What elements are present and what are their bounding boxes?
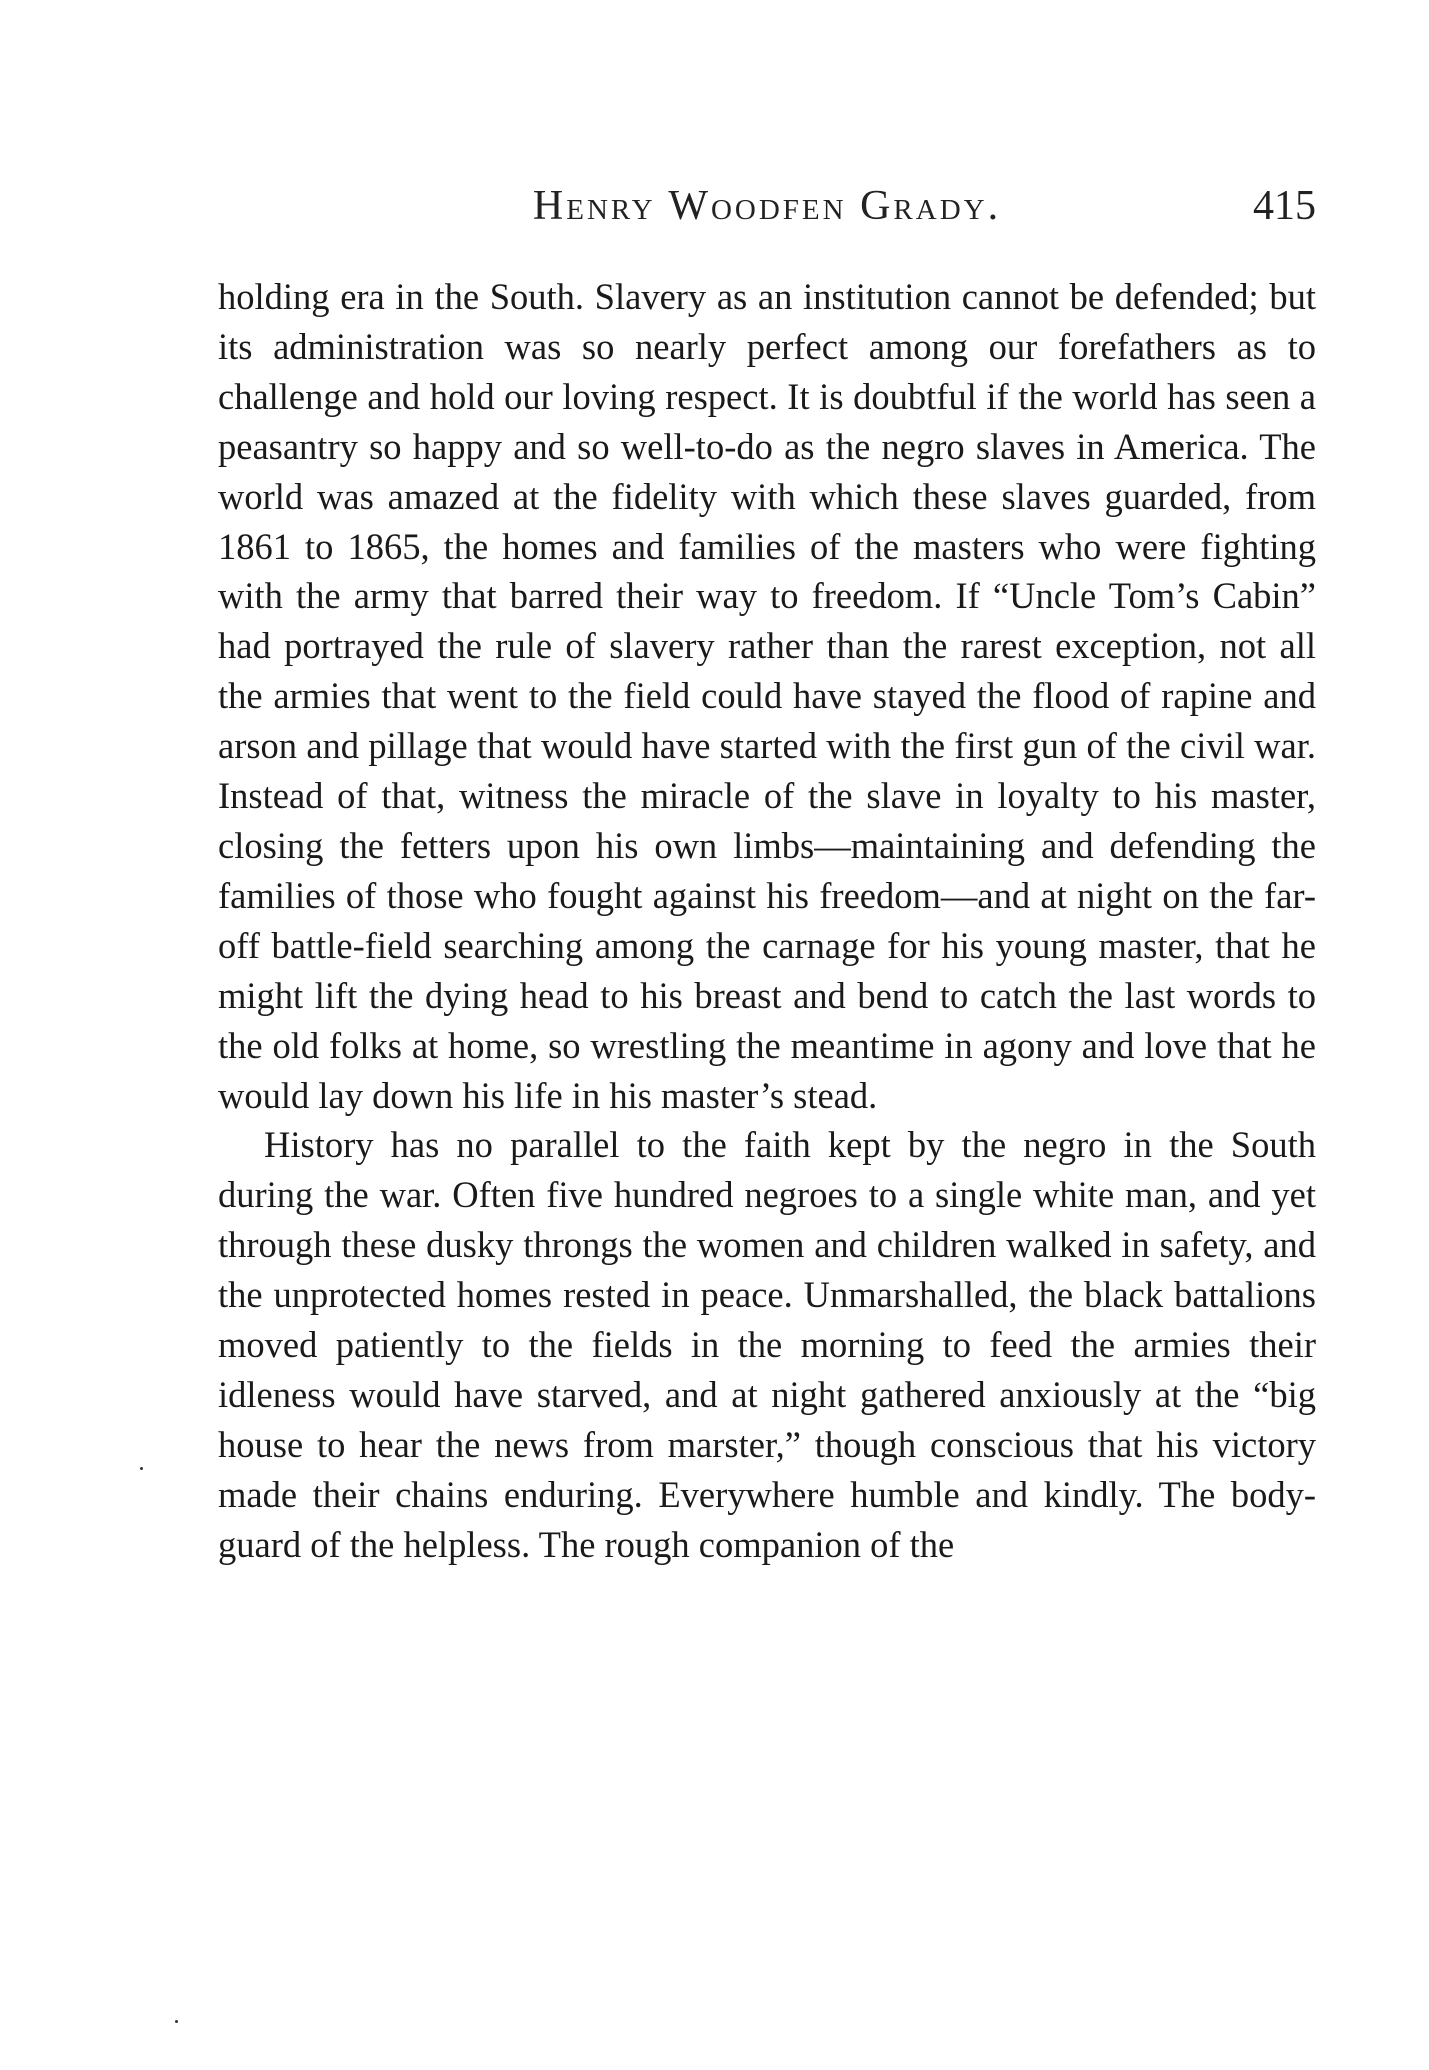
paragraph-continued: holding era in the South. Slavery as an institution cannot be defended; but its administration was so nearly perfect among our forefathers as to challenge and hold our loving respect. It is doubtful if the world has seen a peasantry so happy and so well-to-do as the negro slaves in America. The world was amazed at the fidelity with which these slaves guarded, from 1861 to 1865, the homes and families of the masters who were fighting with the army that barred their way to freedom. If “Uncle Tom’s Cabin” had portrayed the rule of slavery rather than the rarest exception, not all the armies that went to the field could have stayed the flood of rapine and arson and pillage that would have started with the first gun of the civil war. Instead of that, witness the miracle of the slave in loyalty to his master, closing the fetters upon his own limbs—maintaining and defending the families of those who fought against his freedom—and at night on the far-off battle-field searching among the carnage for his young master, that he might lift the dying head to his breast and bend to catch the last words to the old folks at home, so wrestling the meantime in agony and love that he would lay down his life in his master’s stead.	[218, 276, 1316, 1116]
paper-speck	[175, 2020, 178, 2023]
body-text	[218, 272, 1316, 1570]
paragraph-history: History has no parallel to the faith kept by the negro in the South during the war. Often five hundred negroes to a single white man, and yet through these dusky throngs the women and children walked in safety, and the unprotected homes rested in peace. Unmarshalled, the black battalions moved patiently to the fields in the morning to feed the armies their idleness would have starved, and at night gathered anxiously at the “big house to hear the news from marster,” though conscious that his victory made their chains enduring. Everywhere humble and kindly. The body-guard of the helpless. The rough companion of the	[218, 1124, 1316, 1565]
running-head	[218, 182, 1316, 242]
paper-speck	[140, 1467, 143, 1470]
page-number: 415	[1253, 183, 1316, 229]
running-head-title: Henry Woodfen Grady.	[532, 183, 1002, 229]
